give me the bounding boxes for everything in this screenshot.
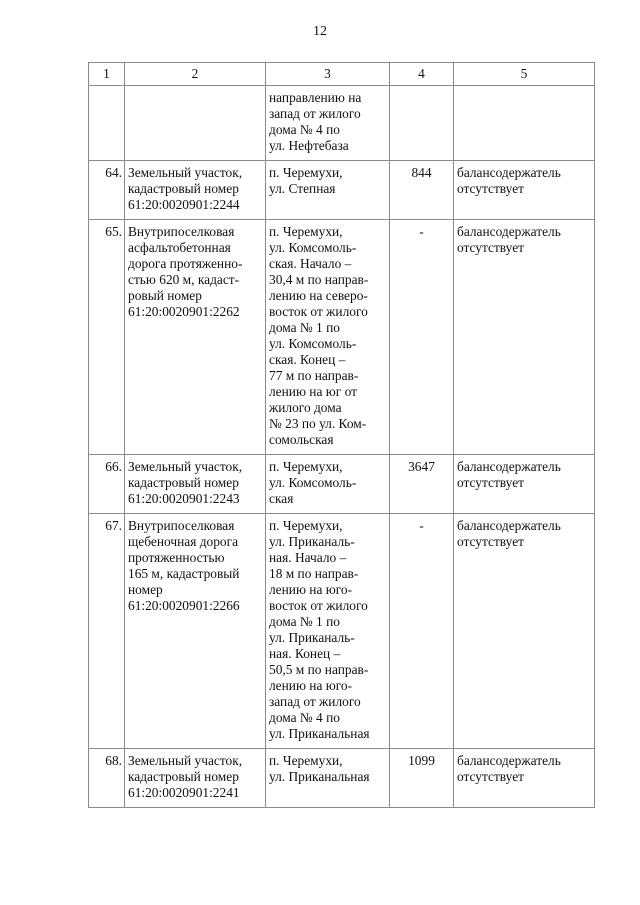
object-cell: Земельный участок, кадастровый номер 61:20:0020901:2243 [125,455,266,514]
object-cell [125,86,266,161]
row-number-cell: 65. [89,220,125,455]
page-number: 12 [313,24,327,39]
holder-cell: балансодержатель отсутствует [454,514,595,749]
column-header: 4 [390,63,454,86]
column-header: 2 [125,63,266,86]
area-cell: 1099 [390,749,454,808]
table-row [89,161,595,220]
table-header-row [89,63,595,86]
address-cell: п. Черемухи, ул. Приканальная [266,749,390,808]
table-row [89,86,595,161]
table-row [89,514,595,749]
row-number-cell: 66. [89,455,125,514]
holder-cell: балансодержатель отсутствует [454,455,595,514]
holder-cell: балансодержатель отсутствует [454,749,595,808]
object-cell: Внутрипоселковая щебеночная дорога протяженностью 165 м, кадастровый номер 61:20:0020901:2266 [125,514,266,749]
column-header: 1 [89,63,125,86]
address-cell: направлению на запад от жилого дома № 4 по ул. Нефтебаза [266,86,390,161]
holder-cell: балансодержатель отсутствует [454,161,595,220]
area-cell: 844 [390,161,454,220]
property-registry-table [88,62,595,808]
area-cell: - [390,220,454,455]
column-header: 3 [266,63,390,86]
object-cell: Земельный участок, кадастровый номер 61:20:0020901:2241 [125,749,266,808]
object-cell: Земельный участок, кадастровый номер 61:20:0020901:2244 [125,161,266,220]
row-number-cell [89,86,125,161]
address-cell: п. Черемухи, ул. Комсомоль- ская [266,455,390,514]
column-header: 5 [454,63,595,86]
address-cell: п. Черемухи, ул. Приканаль- ная. Начало – 18 м по направ- лению на юго- восток от жилого дома № 1 по ул. Приканаль- ная. Конец – 50,5 м по направ- лению на юго- запад от жилого дома № 4 по ул. Приканальная [266,514,390,749]
row-number-cell: 64. [89,161,125,220]
table-row [89,455,595,514]
object-cell: Внутрипоселковая асфальтобетонная дорога протяженно- стью 620 м, кадаст- ровый номер 61:20:0020901:2262 [125,220,266,455]
holder-cell [454,86,595,161]
row-number-cell: 68. [89,749,125,808]
area-cell: - [390,514,454,749]
area-cell: 3647 [390,455,454,514]
row-number-cell: 67. [89,514,125,749]
area-cell [390,86,454,161]
address-cell: п. Черемухи, ул. Комсомоль- ская. Начало – 30,4 м по направ- лению на северо- восток от жилого дома № 1 по ул. Комсомоль- ская. Конец – 77 м по направ- лению на юг от жилого дома № 23 по ул. Ком- сомольская [266,220,390,455]
table-row [89,749,595,808]
table-row [89,220,595,455]
address-cell: п. Черемухи, ул. Степная [266,161,390,220]
holder-cell: балансодержатель отсутствует [454,220,595,455]
